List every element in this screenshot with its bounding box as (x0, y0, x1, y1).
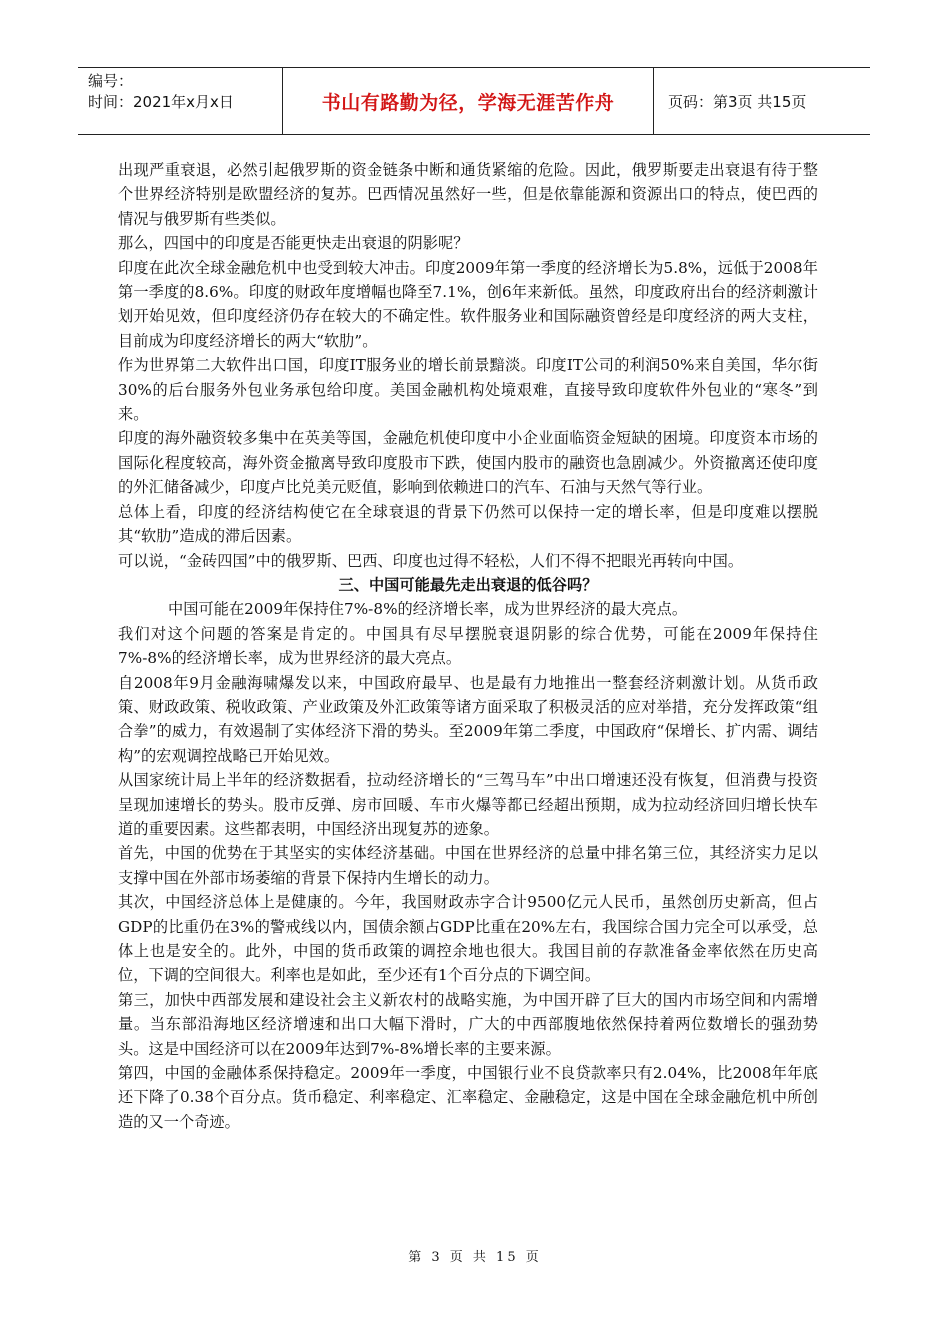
body-paragraph: 作为世界第二大软件出口国，印度IT服务业的增长前景黯淡。印度IT公司的利润50%来自美国，华尔街30%的后台服务外包业务承包给印度。美国金融机构处境艰难，直接导致印度软件外包业的“寒冬”到来。 (118, 356, 818, 424)
body-paragraph: 其次，中国经济总体上是健康的。今年，我国财政赤字合计9500亿元人民币，虽然创历史新高，但占GDP的比重仍在3%的警戒线以内，国债余额占GDP比重在20%左右，我国综合国力完全可以承受，总体上也是安全的。此外，中国的货币政策的调控余地也很大。我国目前的存款准备金率依然在历史高位，下调的空间很大。利率也是如此，至少还有1个百分点的下调空间。 (118, 893, 818, 985)
header-meta (78, 68, 282, 134)
document-number-label: 编号： (88, 72, 134, 90)
document-body (118, 158, 818, 1134)
header-page-info: 页码：第3页 共15页 (668, 92, 807, 111)
page-header (78, 67, 870, 135)
body-paragraph: 出现严重衰退，必然引起俄罗斯的资金链条中断和通货紧缩的危险。因此，俄罗斯要走出衰退有待于整个世界经济特别是欧盟经济的复苏。巴西情况虽然好一些，但是依靠能源和资源出口的特点，使巴西的情况与俄罗斯有些类似。 (118, 161, 818, 228)
body-paragraph: 第四，中国的金融体系保持稳定。2009年一季度，中国银行业不良贷款率只有2.04%，比2008年年底还下降了0.38个百分点。货币稳定、利率稳定、汇率稳定、金融稳定，这是中国在全球金融危机中所创造的又一个奇迹。 (118, 1064, 818, 1131)
document-date-label: 时间：2021年x月x日 (88, 93, 234, 111)
body-paragraph: 第三，加快中西部发展和建设社会主义新农村的战略实施，为中国开辟了巨大的国内市场空间和内需增量。当东部沿海地区经济增速和出口大幅下滑时，广大的中西部腹地依然保持着两位数增长的强劲势头。这是中国经济可以在2009年达到7%-8%增长率的主要来源。 (118, 990, 818, 1058)
body-paragraph: 从国家统计局上半年的经济数据看，拉动经济增长的“三驾马车”中出口增速还没有恢复，但消费与投资呈现加速增长的势头。股市反弹、房市回暖、车市火爆等都已经超出预期，成为拉动经济回归增长快车道的重要因素。这些都表明，中国经济出现复苏的迹象。 (118, 771, 818, 838)
body-paragraph: 可以说，“金砖四国”中的俄罗斯、巴西、印度也过得不轻松，人们不得不把眼光再转向中国。 (118, 551, 744, 570)
body-paragraph: 印度在此次全球金融危机中也受到较大冲击。印度2009年第一季度的经济增长为5.8%，远低于2008年第一季度的8.6%。印度的财政年度增幅也降至7.1%，创6年来新低。虽然，印度政府出台的经济刺激计划开始见效，但印度经济仍存在较大的不确定性。软件服务业和国际融资曾经是印度经济的两大支柱，目前成为印度经济增长的两大“软肋”。 (118, 258, 818, 350)
page-footer: 第 3 页 共 15 页 (408, 1250, 542, 1265)
body-paragraph: 那么，四国中的印度是否能更快走出衰退的阴影呢？ (118, 234, 469, 253)
body-paragraph: 印度的海外融资较多集中在英美等国，金融危机使印度中小企业面临资金短缺的困境。印度资本市场的国际化程度较高，海外资金撤离导致印度股市下跌，使国内股市的融资也急剧减少。外资撤离还使印度的外汇储备减少，印度卢比兑美元贬值，影响到依赖进口的汽车、石油与天然气等行业。 (118, 429, 818, 497)
body-paragraph: 自2008年9月金融海啸爆发以来，中国政府最早、也是最有力地推出一整套经济刺激计划。从货币政策、财政政策、税收政策、产业政策及外汇政策等诸方面采取了积极灵活的应对举措，充分发挥政策“组合拳”的威力，有效遏制了实体经济下滑的势头。至2009年第二季度，中国政府“保增长、扩内需、调结构”的宏观调控战略已开始见效。 (118, 673, 818, 765)
body-paragraph: 首先，中国的优势在于其坚实的实体经济基础。中国在世界经济的总量中排名第三位，其经济实力足以支撑中国在外部市场萎缩的背景下保持内生增长的动力。 (118, 844, 818, 887)
body-paragraph: 总体上看，印度的经济结构使它在全球衰退的背景下仍然可以保持一定的增长率，但是印度难以摆脱其“软肋”造成的滞后因素。 (118, 502, 818, 546)
body-paragraph: 我们对这个问题的答案是肯定的。中国具有尽早摆脱衰退阴影的综合优势，可能在2009年保持住7%-8%的经济增长率，成为世界经济的最大亮点。 (118, 624, 818, 668)
section-lead: 中国可能在2009年保持住7%-8%的经济增长率，成为世界经济的最大亮点。 (168, 600, 688, 619)
header-motto: 书山有路勤为径，学海无涯苦作舟 (282, 68, 654, 134)
section-heading: 三、中国可能最先走出衰退的低谷吗？ (338, 575, 598, 594)
